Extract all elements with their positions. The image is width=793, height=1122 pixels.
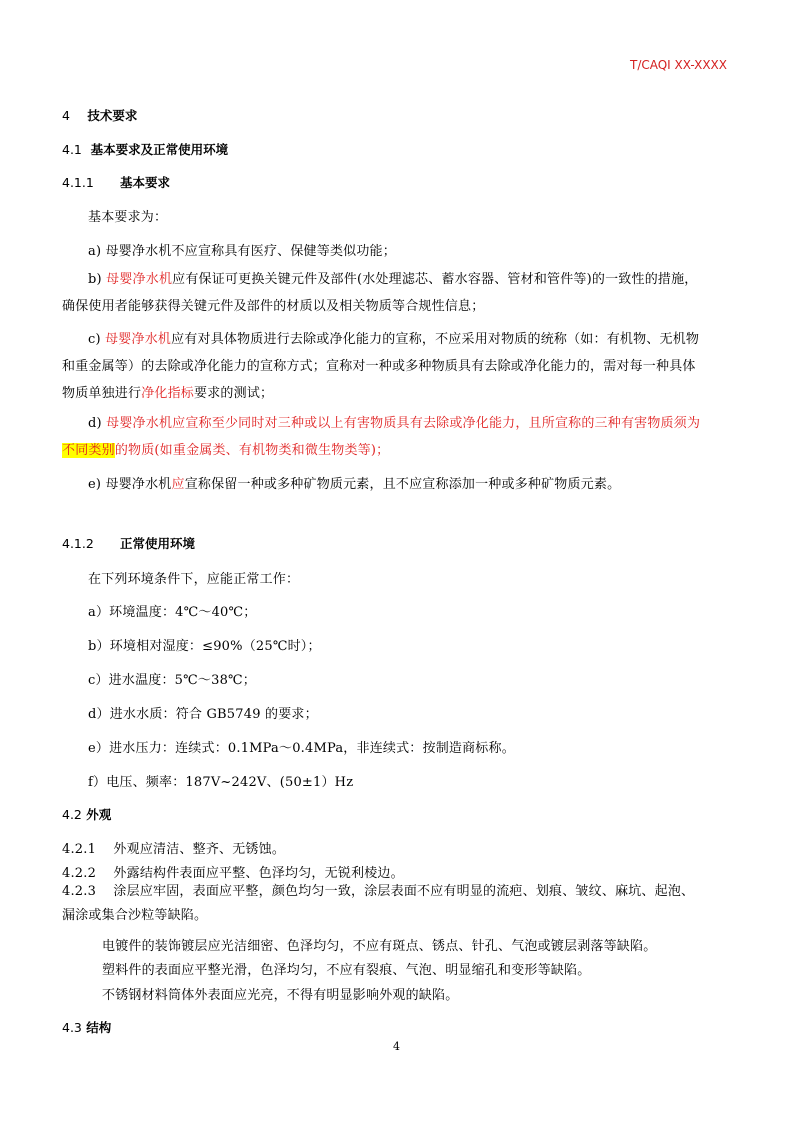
section-4-1-1-title: 基本要求 xyxy=(119,175,170,190)
basic-req-d-red2: 的物质(如重金属类、有机物类和微生物类等)； xyxy=(114,443,390,458)
appearance-4-2-3-text: 涂层应牢固，表面应平整，颜色均匀一致，涂层表面不应有明显的流疤、划痕、皱纹、麻坑、起泡、漏涂或集合沙粒等缺陷。 xyxy=(62,884,695,923)
section-4-1-title: 基本要求及正常使用环境 xyxy=(90,142,229,157)
appearance-4-2-1-text: 外观应清洁、整齐、无锈蚀。 xyxy=(113,842,286,857)
appearance-4-2-2 xyxy=(62,862,404,881)
basic-req-a: a) 母婴净水机不应宣称具有医疗、保健等类似功能； xyxy=(88,244,396,259)
basic-req-c-text: 应有对具体物质进行去除或净化能力的宣称，不应采用对物质的统称（如：有机物、无机物和重金属等）的去除或净化能力的宣称方式；宣称对一种或多种物质具有去除或净化能力的，需对每一种具体物质单独进行 xyxy=(62,332,700,401)
basic-req-b-prefix: b) xyxy=(88,272,107,287)
section-4-1-2-heading xyxy=(62,534,195,552)
basic-req-c-red2: 净化指标 xyxy=(141,386,195,401)
section-4-number: 4 xyxy=(62,108,70,123)
basic-req-d-red: 母婴净水机应宣称至少同时对三种或以上有害物质具有去除或净化能力，且所宣称的三种有害物质须为 xyxy=(106,416,701,431)
appearance-4-2-1 xyxy=(62,838,285,857)
basic-req-b-red: 母婴净水机 xyxy=(106,272,173,287)
section-4-1-1-heading xyxy=(62,173,170,191)
env-item-c: c）进水温度：5℃～38℃； xyxy=(88,673,256,688)
basic-req-intro: 基本要求为： xyxy=(88,210,168,225)
section-4-1-2-title: 正常使用环境 xyxy=(119,536,195,551)
env-item-d: d）进水水质：符合 GB5749 的要求； xyxy=(88,707,318,722)
section-4-1-1-number: 4.1.1 xyxy=(62,175,94,190)
section-4-title: 技术要求 xyxy=(87,108,138,123)
appearance-steel-line: 不锈钢材料筒体外表面应光亮，不得有明显影响外观的缺陷。 xyxy=(102,988,459,1003)
section-4-1-2-number: 4.1.2 xyxy=(62,536,94,551)
appearance-4-2-3-number: 4.2.3 xyxy=(62,884,97,899)
basic-req-c-end: 要求的测试； xyxy=(194,386,274,401)
section-4-3-number: 4.3 xyxy=(62,1020,82,1035)
basic-req-d xyxy=(62,410,704,464)
basic-req-c-red: 母婴净水机 xyxy=(105,332,172,347)
section-4-2-number: 4.2 xyxy=(62,807,82,822)
appearance-plating-line: 电镀件的装饰镀层应光洁细密、色泽均匀，不应有斑点、锈点、针孔、气泡或镀层剥落等缺陷。 xyxy=(102,939,657,954)
basic-req-b xyxy=(62,266,704,320)
section-4-1-number: 4.1 xyxy=(62,142,82,157)
env-item-f: f）电压、频率：187V~242V、(50±1）Hz xyxy=(88,775,354,790)
appearance-4-2-2-text: 外露结构件表面应平整、色泽均匀，无锐利棱边。 xyxy=(113,866,404,881)
appearance-4-2-2-number: 4.2.2 xyxy=(62,866,97,881)
document-code-header: T/CAQI XX-XXXX xyxy=(629,58,727,72)
section-4-2-heading xyxy=(62,805,111,823)
basic-req-d-prefix: d) xyxy=(88,416,107,431)
section-4-2-title: 外观 xyxy=(86,807,112,822)
page-number: 4 xyxy=(393,1040,400,1053)
env-item-b: b）环境相对湿度：≤90%（25℃时）； xyxy=(88,639,321,654)
env-item-e: e）进水压力：连续式：0.1MPa～0.4MPa，非连续式：按制造商标称。 xyxy=(88,741,515,756)
env-intro: 在下列环境条件下，应能正常工作： xyxy=(88,572,300,587)
appearance-4-2-3 xyxy=(62,880,704,928)
basic-req-e-red: 应 xyxy=(171,477,185,492)
basic-req-e-prefix: e) 母婴净水机 xyxy=(88,477,172,492)
section-4-1-heading xyxy=(62,140,228,158)
appearance-plastic-line: 塑料件的表面应平整光滑，色泽均匀，不应有裂痕、气泡、明显缩孔和变形等缺陷。 xyxy=(102,963,591,978)
basic-req-e xyxy=(88,473,620,492)
basic-req-d-highlight: 不同类别 xyxy=(62,443,115,458)
basic-req-c-prefix: c) xyxy=(88,332,106,347)
section-4-3-title: 结构 xyxy=(86,1020,112,1035)
section-4-heading xyxy=(62,106,137,124)
basic-req-e-text: 宣称保留一种或多种矿物质元素，且不应宣称添加一种或多种矿物质元素。 xyxy=(184,477,621,492)
section-4-3-heading xyxy=(62,1018,111,1036)
appearance-4-2-1-number: 4.2.1 xyxy=(62,842,97,857)
env-item-a: a）环境温度：4℃～40℃； xyxy=(88,605,257,620)
basic-req-c xyxy=(62,326,704,407)
basic-req-b-text: 应有保证可更换关键元件及部件(水处理滤芯、蓄水容器、管材和管件等)的一致性的措施，确保使用者能够获得关键元件及部件的材质以及相关物质等合规性信息； xyxy=(62,272,698,314)
